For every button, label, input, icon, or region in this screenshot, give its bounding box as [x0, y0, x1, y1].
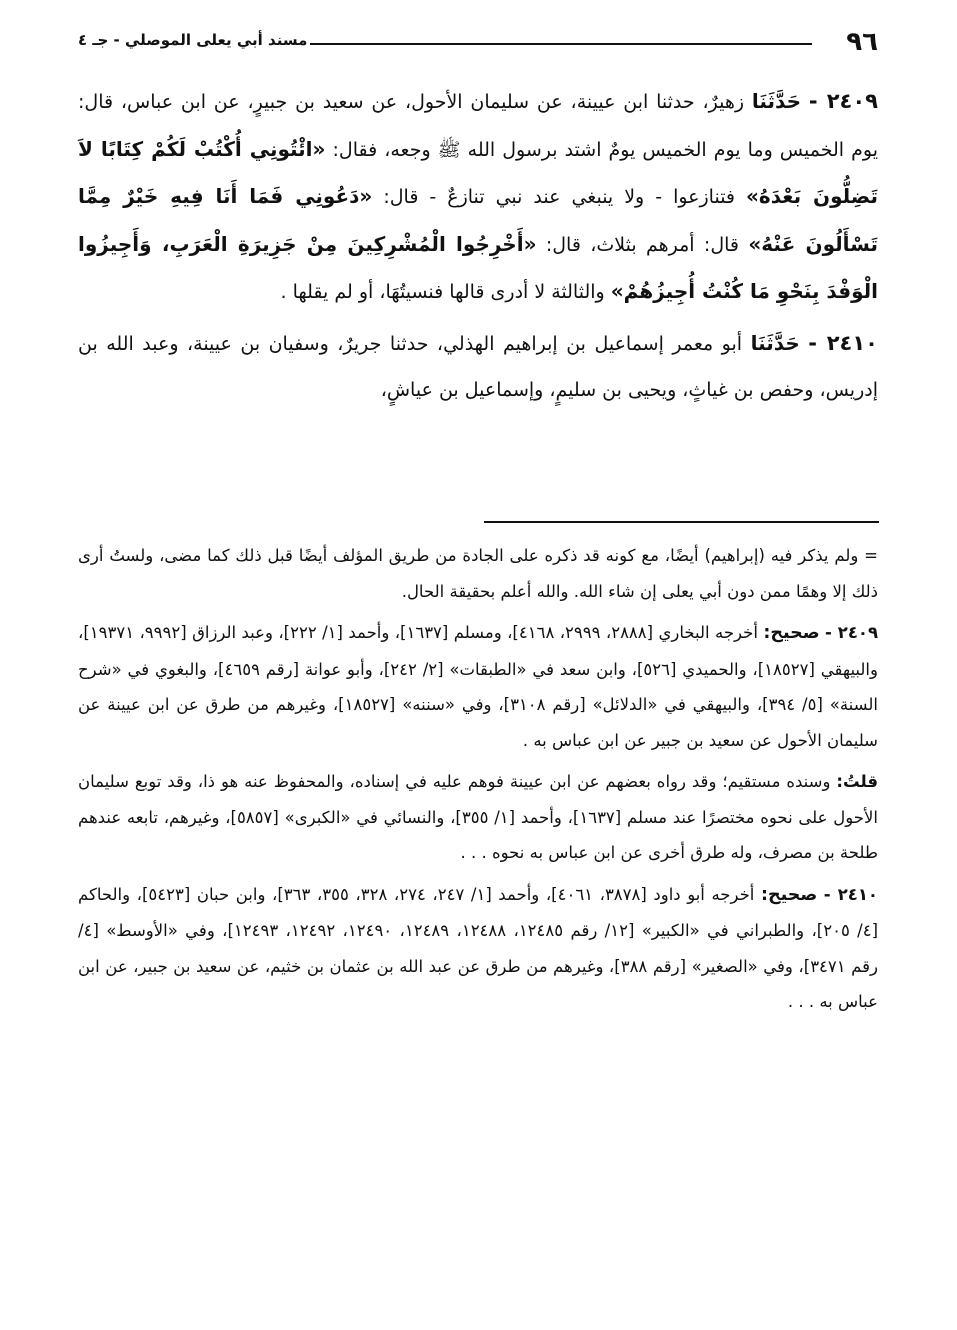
hadith-text: قال: أمرهم بثلاث، قال: [545, 233, 740, 256]
footnote-number: ٢٤١٠ - [823, 884, 878, 904]
grade-label: صحيح: [760, 884, 818, 905]
hadith-isnad: أبو معمر إسماعيل بن إبراهيم الهذلي، حدثنا جريرٌ، وسفيان بن عيينة، وعبد الله بن إدريس، وحفص بن غياثٍ، ويحيى بن سليمٍ، وإسماعيل بن عياشٍ، [78, 332, 878, 401]
footnote-continuation: = ولم يذكر فيه (إبراهيم) أيضًا، مع كونه قد ذكره على الجادة من طريق المؤلف أيضًا قبل ذلك كما مضى، ولستُ أرى ذلك إلا وهمًا ممن دون أبي يعلى إن شاء الله. والله أعلم بحقيقة الحال. [78, 546, 878, 601]
footnote [78, 615, 878, 758]
main-text [78, 78, 878, 414]
footnote-number: ٢٤٠٩ - [825, 623, 879, 642]
hadith-opening: حَدَّثَنَا [751, 89, 802, 113]
prophetic-quote: «أَخْرِجُوا الْمُشْرِكِينَ مِنْ جَزِيرَةِ الْعَرَبِ، وَأَجِيزُوا الْوَفْدَ بِنَحْوِ مَا كُنْتُ أُجِيزُهُمْ» [78, 231, 878, 303]
hadith-text: والثالثة لا أدرى قالها فنسيتُهَا، أو لم يقلها . [280, 281, 605, 303]
comment-text: وسنده مستقيم؛ وقد رواه بعضهم عن ابن عيينة فوهم عليه في إسناده، والمحفوظ عنه هو ذا، وقد توبع سليمان الأحول على نحوه مختصرًا عند مسلم [١٦٣٧]، وأحمد [١/ ٣٥٥]، والنسائي في «الكبرى» [٥٨٥٧]، وغيرهم، تابعه عندهم طلحة بن مصرف، وله طرق أخرى عن ابن عباس به نحوه . . . [78, 772, 878, 862]
hadith-isnad: زهيرٌ، حدثنا ابن عيينة، عن سليمان الأحول، عن سعيد بن جبيرٍ، عن ابن عباس، قال: يوم الخميس وما يوم الخميس يومٌ اشتد برسول الله ﷺ وجعه، فقال: [78, 91, 878, 161]
running-title: مسند أبي يعلى الموصلي - جـ ٤ [78, 31, 308, 49]
footnote-text: أخرجه أبو داود [٣٨٧٨، ٤٠٦١]، وأحمد [١/ ٢٤٧، ٢٧٤، ٣٢٨، ٣٥٥، ٣٦٣]، وابن حبان [٥٤٢٣]، والحاكم [٤/ ٢٠٥]، والطبراني في «الكبير» [١٢/ رقم ١٢٤٨٥، ١٢٤٨٨، ١٢٤٨٩، ١٢٤٩٠، ١٢٤٩٢، ١٢٤٩٣]، وفي «الأوسط» [٤/ رقم ٣٤٧١]، وفي «الصغير» [رقم ٣٨٨]، وغيرهم من طرق عن عبد الله بن عثمان بن خثيم، عن سعيد بن جبير، عن ابن عباس به . . . [78, 884, 879, 1011]
footnote-divider [484, 521, 879, 523]
prophetic-quote: «ائْتُونِي أُكْتُبْ لَكُمْ كِتَابًا لاَ تَضِلُّونَ بَعْدَهُ» [78, 136, 879, 208]
page-header [78, 22, 878, 62]
footnote [78, 877, 878, 1020]
grade-label: صحيح: [763, 623, 820, 643]
hadith-number: ٢٤١٠ - [808, 330, 878, 355]
hadith-paragraph [78, 78, 878, 316]
hadith-opening: حَدَّثَنَا [750, 330, 800, 355]
comment-label: قلتُ: [836, 772, 878, 791]
header-rule [310, 43, 812, 45]
footnote-comment [78, 764, 878, 871]
footnotes [78, 538, 878, 1026]
page-number: ٩٦ [846, 27, 878, 57]
footnote-text: أخرجه البخاري [٢٨٨٨، ٢٩٩٩، ٤١٦٨]، ومسلم [١٦٣٧]، وأحمد [١/ ٢٢٢]، وعبد الرزاق [٩٩٩٢، ١٩٣٧١]، والبيهقي [١٨٥٢٧]، والحميدي [٥٢٦]، وابن سعد في «الطبقات» [٢/ ٢٤٢]، وأبو عوانة [رقم ٤٦٥٩]، والبغوي في «شرح السنة» [٥/ ٣٩٤]، والبيهقي في «الدلائل» [رقم ٣١٠٨]، وفي «سننه» [١٨٥٢٧]، وغيرهم من طرق عن ابن عيينة عن سليمان الأحول عن سعيد بن جبير عن ابن عباس به . [78, 623, 878, 750]
hadith-paragraph [78, 320, 878, 414]
prophetic-quote: «دَعُونِي فَمَا أَنَا فِيهِ خَيْرٌ مِمَّا تَسْأَلُونَ عَنْهُ» [78, 184, 878, 256]
hadith-text: فتنازعوا - ولا ينبغي عند نبي تنازعٌ - قال: [383, 186, 736, 208]
hadith-number: ٢٤٠٩ - [808, 89, 878, 113]
